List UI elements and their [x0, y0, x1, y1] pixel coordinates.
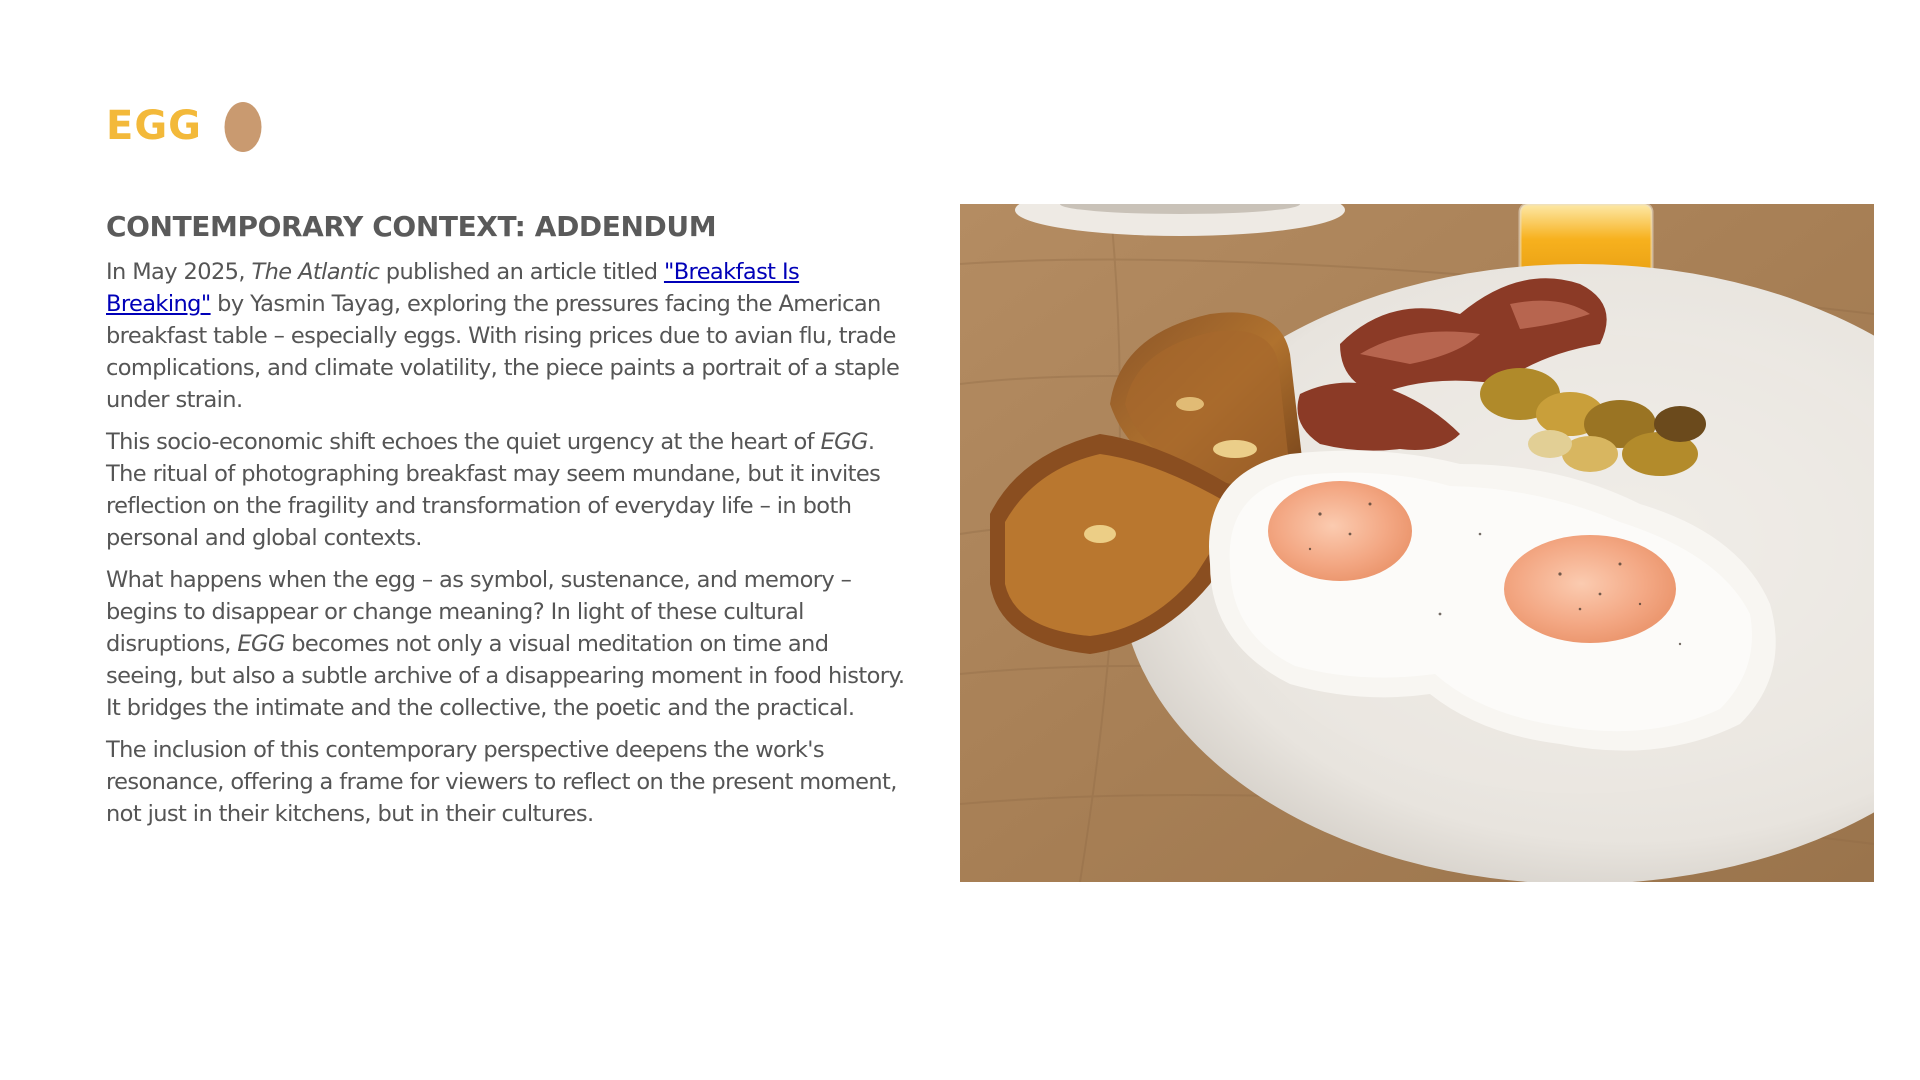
- work-title: EGG: [237, 631, 285, 657]
- brand-header: [106, 100, 262, 152]
- paragraph-1-text: In May 2025,: [106, 259, 252, 285]
- paragraph-3-text: becomes not only a visual meditation on time and seeing, but also a subtle archive of a disappearing moment in food history. It bridges the intimate and the collective, the poetic and the practical.: [106, 631, 905, 721]
- article-link[interactable]: "Breakfast Is Breaking": [106, 259, 800, 317]
- section-heading: CONTEMPORARY CONTEXT: ADDENDUM: [106, 210, 717, 243]
- paragraph-2-text: . The ritual of photographing breakfast may seem mundane, but it invites reflection on the fragility and transformation of everyday life – in both personal and global contexts.: [106, 429, 881, 551]
- paragraph-4: The inclusion of this contemporary perspective deepens the work's resonance, offering a frame for viewers to reflect on the present moment, not just in their kitchens, but in their cultures.: [106, 737, 897, 827]
- breakfast-photo-illustration: [960, 204, 1874, 882]
- paragraph-1: [106, 256, 906, 416]
- paragraph-3-text: What happens when the egg – as symbol, sustenance, and memory – begins to disappear or change meaning? In light of these cultural disruptions,: [106, 567, 852, 657]
- paragraph-2: [106, 426, 906, 554]
- paragraph-2-text: This socio-economic shift echoes the quiet urgency at the heart of: [106, 429, 821, 455]
- breakfast-photo: [960, 204, 1874, 882]
- article-text: [106, 208, 906, 840]
- paragraph-1-text: published an article titled: [379, 259, 664, 285]
- work-title: EGG: [820, 429, 868, 455]
- paragraph-3: [106, 564, 906, 724]
- publication-name: The Atlantic: [251, 259, 380, 285]
- page-title: EGG: [106, 103, 202, 149]
- paragraph-1-text: by Yasmin Tayag, exploring the pressures facing the American breakfast table – especially eggs. With rising prices due to avian flu, trade complications, and climate volatility, the piece paints a portrait of a staple under strain.: [106, 291, 900, 413]
- egg-icon: [224, 100, 262, 152]
